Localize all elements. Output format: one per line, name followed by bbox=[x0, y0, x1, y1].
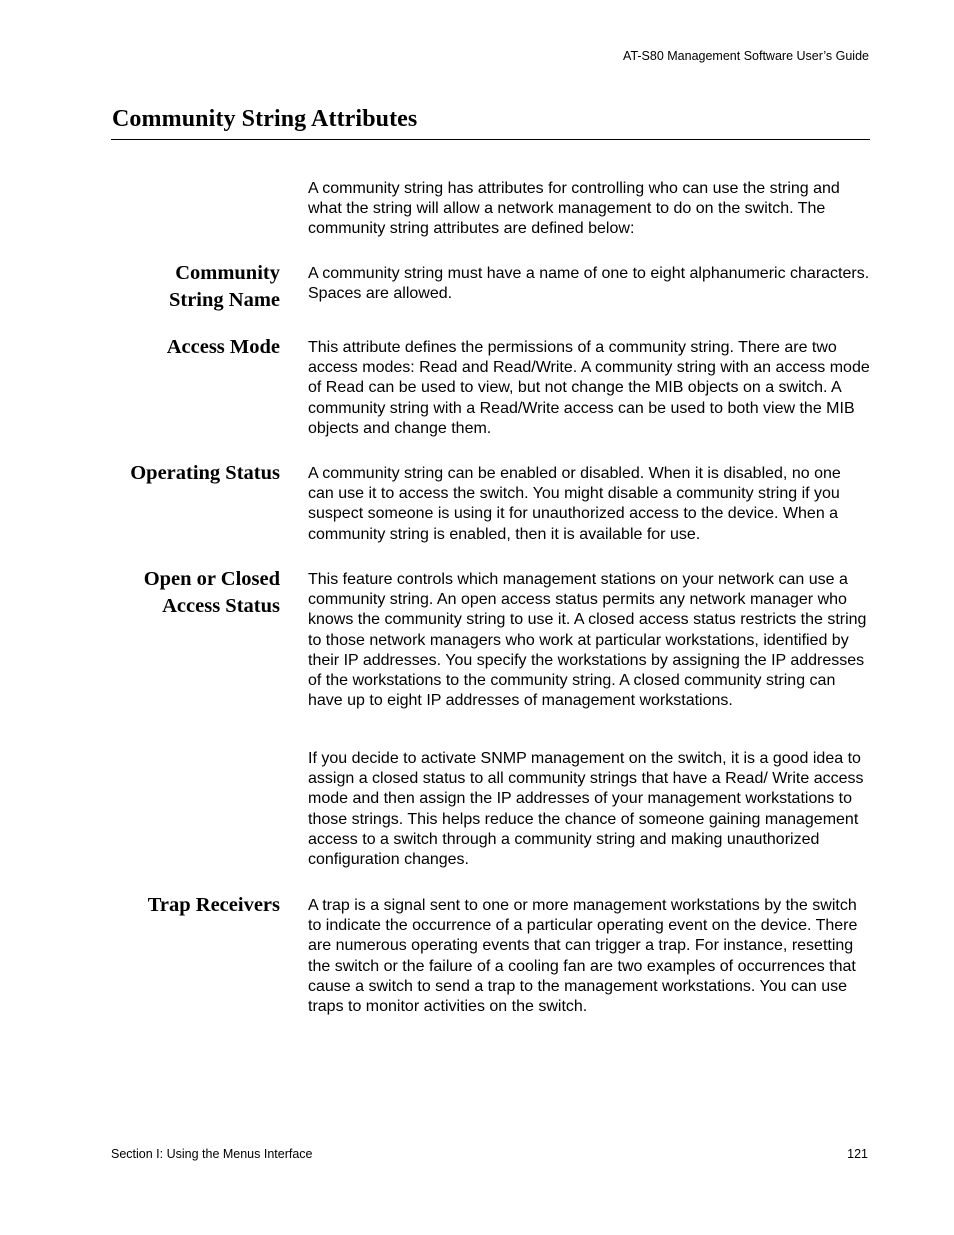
access-mode-text: This attribute defines the permissions of a community string. There are two access modes: Read and Read/Write. A community string with an access mode of Read can be used to view, but not change the MIB objects on a switch. A community string with a Read/Write access can be used to both view the MIB objects and change them. bbox=[308, 339, 870, 437]
heading-line: String Name bbox=[168, 288, 280, 311]
snmp-advice-text: If you decide to activate SNMP management on the switch, it is a good idea to assign a closed status to all community strings that have a Read/ Write access mode and then assign the IP addresses of your management workstations to those strings. This helps reduce the chance of someone gaining management access to a switch through a community string and making unauthorized configuration changes. bbox=[308, 750, 864, 869]
heading-open-closed-access-status bbox=[144, 566, 280, 619]
heading-line: Trap Receivers bbox=[147, 894, 280, 916]
title-rule bbox=[111, 139, 870, 140]
heading-access-mode bbox=[167, 334, 280, 361]
heading-trap-receivers bbox=[148, 892, 280, 919]
operating-status-text: A community string can be enabled or disabled. When it is disabled, no one can use it to access the switch. You might disable a community string if you suspect someone is using it for unauthorized access to the device. When a community string is enabled, then it is available for use. bbox=[308, 465, 841, 543]
page-title: Community String Attributes bbox=[112, 106, 418, 132]
community-string-name-text: A community string must have a name of one to eight alphanumeric characters. Spaces are allowed. bbox=[308, 265, 870, 303]
footer-section-label: Section I: Using the Menus Interface bbox=[111, 1147, 313, 1161]
open-closed-access-text: This feature controls which management stations on your network can use a community string. An open access status permits any network manager who knows the community string to use it. A closed access status restricts the string to those network managers who work at particular workstations, identified by their IP addresses. You specify the workstations by assigning the IP addresses of the workstations to the community string. A closed community string can have up to eight IP addresses of management workstations. bbox=[308, 571, 867, 710]
running-header: AT-S80 Management Software User’s Guide bbox=[623, 49, 869, 63]
footer-page-number: 121 bbox=[847, 1147, 868, 1161]
intro-paragraph: A community string has attributes for controlling who can use the string and what the string will allow a network management to do on the switch. The community string attributes are defined below: bbox=[308, 180, 840, 238]
heading-line: Open or Closed bbox=[143, 568, 280, 590]
trap-receivers-text: A trap is a signal sent to one or more management workstations by the switch to indicate the occurrence of a particular operating event on the device. There are numerous operating events that can trigger a trap. For instance, resetting the switch or the failure of a cooling fan are two examples of occurrences that cause a switch to send a trap to the management workstations. You can use traps to monitor activities on the switch. bbox=[308, 897, 858, 1016]
heading-line: Community bbox=[175, 262, 280, 284]
heading-line: Access Mode bbox=[166, 336, 280, 358]
heading-line: Operating Status bbox=[130, 462, 280, 484]
heading-line: Access Status bbox=[162, 594, 280, 617]
heading-operating-status bbox=[130, 460, 280, 487]
heading-community-string-name bbox=[169, 260, 280, 313]
